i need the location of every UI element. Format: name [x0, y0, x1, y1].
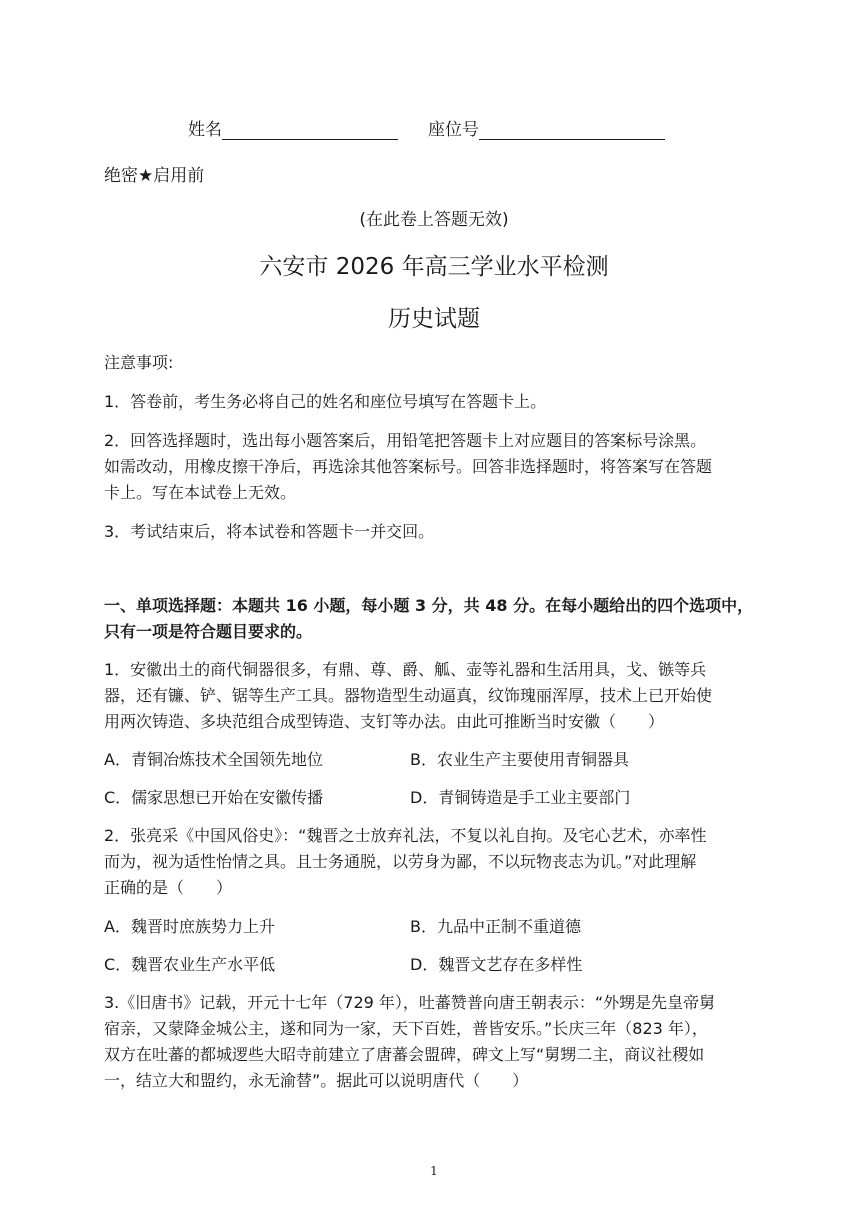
- name-label: 姓名: [188, 120, 222, 140]
- question-line: 而为，视为适性怡情之具。且士务通脱，以劳身为鄙，不以玩物丧志为讥。”对此理解: [104, 852, 697, 871]
- seat-blank[interactable]: [479, 120, 665, 140]
- notice-heading: 注意事项:: [104, 353, 174, 372]
- name-field-row: [188, 120, 398, 140]
- name-blank[interactable]: [222, 120, 398, 140]
- option-a: A．青铜冶炼技术全国领先地位: [104, 750, 323, 769]
- question-line: 宿亲，又蒙降金城公主，遂和同为一家，天下百姓，普皆安乐。”长庆三年（823 年），: [104, 1019, 708, 1038]
- notice-item: 2．回答选择题时，选出每小题答案后，用铅笔把答题卡上对应题目的答案标号涂黑。: [104, 431, 707, 450]
- exam-subtitle: 历史试题: [388, 306, 480, 332]
- page-number: 1: [430, 1164, 438, 1178]
- confidential-mark: 绝密★启用前: [104, 166, 205, 186]
- invalid-note: (在此卷上答题无效): [359, 210, 509, 230]
- option-c: C．儒家思想已开始在安徽传播: [104, 788, 324, 807]
- question-line: 1．安徽出土的商代铜器很多，有鼎、尊、爵、觚、壶等礼器和生活用具，戈、镞等兵: [104, 660, 707, 679]
- question-line: 用两次铸造、多块范组合成型铸造、支钉等办法。由此可推断当时安徽（ ）: [104, 712, 665, 731]
- option-d: D．青铜铸造是手工业主要部门: [410, 788, 631, 807]
- option-a: A．魏晋时庶族势力上升: [104, 917, 275, 936]
- option-b: B．农业生产主要使用青铜器具: [410, 750, 629, 769]
- question-line: 器，还有镰、铲、锯等生产工具。器物造型生动逼真，纹饰瑰丽浑厚，技术上已开始使: [104, 686, 713, 705]
- notice-item: 如需改动，用橡皮擦干净后，再选涂其他答案标号。回答非选择题时，将答案写在答题: [104, 457, 713, 476]
- question-line: 一，结立大和盟约，永无渝替”。据此可以说明唐代（ ）: [104, 1071, 529, 1090]
- section-heading: 只有一项是符合题目要求的。: [104, 622, 313, 641]
- exam-title: 六安市 2026 年高三学业水平检测: [259, 254, 609, 280]
- option-d: D．魏晋文艺存在多样性: [410, 955, 583, 974]
- seat-field-row: [428, 120, 665, 140]
- notice-item: 1．答卷前，考生务必将自己的姓名和座位号填写在答题卡上。: [104, 392, 547, 411]
- notice-item: 3．考试结束后，将本试卷和答题卡一并交回。: [104, 522, 435, 541]
- question-line: 2．张亮采《中国风俗史》：“魏晋之士放弃礼法，不复以礼自拘。及宅心艺术，亦率性: [104, 826, 707, 845]
- notice-item: 卡上。写在本试卷上无效。: [104, 483, 297, 502]
- question-line: 3.《旧唐书》记载，开元十七年（729 年），吐蕃赞普向唐王朝表示：“外甥是先皇帝舅: [104, 993, 716, 1012]
- section-heading: 一、单项选择题：本题共 16 小题，每小题 3 分，共 48 分。在每小题给出的四个选项中，: [104, 596, 754, 615]
- seat-label: 座位号: [428, 120, 479, 140]
- option-c: C．魏晋农业生产水平低: [104, 955, 276, 974]
- option-b: B．九品中正制不重道德: [410, 917, 581, 936]
- question-line: 正确的是（ ）: [104, 878, 233, 897]
- question-line: 双方在吐蕃的都城逻些大昭寺前建立了唐蕃会盟碑，碑文上写“舅甥二主，商议社稷如: [104, 1045, 705, 1064]
